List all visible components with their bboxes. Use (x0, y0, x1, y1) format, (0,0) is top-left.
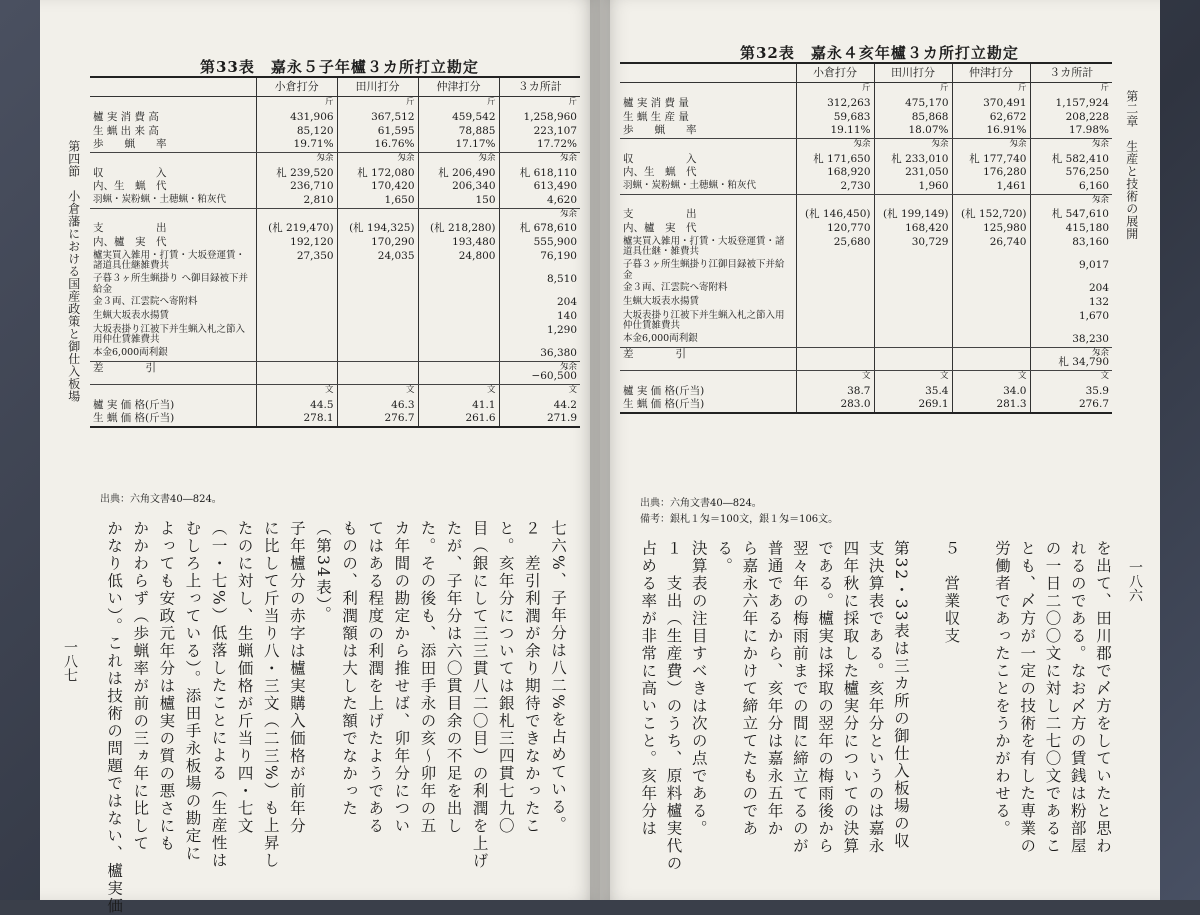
cell-value: 30,729 (874, 236, 952, 259)
unit-label: 匁余 (853, 139, 871, 150)
table-row (620, 97, 1112, 111)
row-label: 櫨 実 価 格(斤当) (93, 398, 175, 411)
cell-value: 16.91% (952, 124, 1030, 138)
header-cell: ３カ所計 (499, 77, 580, 97)
cell-value: 276.7 (337, 412, 418, 427)
text-column: １ 支出（生産費）のうち、原料櫨実代の (664, 540, 683, 873)
page-number: 一八七 (62, 640, 78, 682)
unit-label: 斤 (1100, 83, 1109, 94)
table-row (90, 273, 580, 296)
unit-label: 文 (406, 385, 415, 396)
cell-value: 44.5 (256, 399, 337, 413)
text-column: 子年櫨分の赤字は櫨実購入価格が前年分 (287, 520, 306, 835)
row-label: 金３両、江雲院へ寄附料 (93, 296, 198, 308)
unit-label: 匁余 (1091, 139, 1109, 150)
cell-value: 170,420 (337, 180, 418, 194)
cell-value: 415,180 (1030, 222, 1112, 236)
text-column: ものの、利潤額は大した額でなかった (340, 520, 359, 818)
header-cell: 田川打分 (337, 77, 418, 97)
text-column: 決算表の注目すべきは次の点である。 (689, 540, 708, 838)
text-column: かなり低い）。これは技術の問題ではない、櫨実価 (105, 520, 124, 915)
text-column: たのに対し、生蝋価格が斤当り四・七文 (235, 520, 254, 835)
row-label: 羽蝋・炭粉蝋・土穂蝋・粕灰代 (90, 194, 256, 208)
cell-value: 61,595 (337, 125, 418, 139)
cell-value: 19.11% (796, 124, 874, 138)
cell-value: 札 206,490 (418, 167, 499, 181)
cell-value: (札 146,450) (796, 208, 874, 222)
text-column: を出て、田川郡で〆方をしていたと思わ (1094, 540, 1112, 855)
cell-value: 札 34,790 (1058, 356, 1109, 369)
cell-value: (札 199,149) (874, 208, 952, 222)
header-cell (90, 77, 256, 97)
cell-value: 613,490 (499, 180, 580, 194)
cell-value: 193,480 (418, 236, 499, 250)
cell-value: 140 (499, 310, 580, 324)
text-column: に比して斤当り八・三文（二三%）も上昇し (261, 520, 280, 870)
text-column: 目（銀にして三三貫八二〇目）の利潤を上げ (470, 520, 489, 870)
cell-value: 24,800 (418, 250, 499, 273)
table-row (620, 310, 1112, 333)
unit-label: 匁余 (478, 153, 496, 164)
text-column: れるのである。なお〆方の賃銭は粉部屋 (1068, 540, 1087, 855)
unit-label: 匁余 (397, 153, 415, 164)
unit-label: 斤 (939, 83, 949, 94)
table-row (90, 194, 580, 208)
header-cell: 田川打分 (874, 63, 952, 83)
row-label: 内、櫨 実 代 (623, 222, 697, 235)
cell-value: 150 (418, 194, 499, 208)
table-row (620, 347, 1112, 370)
cell-value: 8,510 (499, 273, 580, 296)
cell-value: 38,230 (1030, 333, 1112, 347)
cell-value: 1,461 (952, 180, 1030, 194)
row-label: 歩 蝋 率 (620, 124, 796, 138)
row-label: 内、生 蝋 代 (93, 180, 167, 193)
cell-value: 125,980 (952, 222, 1030, 236)
text-column: 占める率が非常に高いこと。亥年分は (639, 540, 658, 838)
table-32-title: 第32表 嘉永４亥年櫨３カ所打立勘定 (740, 44, 1019, 62)
cell-value: 札 678,610 (499, 222, 580, 236)
table-row (90, 167, 580, 181)
table-row (90, 236, 580, 250)
text-column: 翌々年の梅雨前までの間に締立てるのが (790, 540, 809, 855)
unit-label: 斤 (861, 83, 871, 94)
cell-value: 35.4 (874, 385, 952, 399)
row-label: 大坂表掛り江被下并生蝋入札之節入用仲仕賃雑費共 (623, 309, 785, 332)
cell-value: 1,258,960 (499, 111, 580, 125)
cell-value: 269.1 (874, 398, 952, 413)
row-label: 差 引 (90, 361, 256, 384)
unit-label: 文 (486, 385, 496, 396)
cell-value: (札 219,470) (256, 222, 337, 236)
cell-value: 176,280 (952, 166, 1030, 180)
cell-value: 83,160 (1030, 236, 1112, 259)
row-label: 差 引 (620, 347, 796, 370)
cell-value: 132 (1030, 296, 1112, 310)
cell-value: 6,160 (1030, 180, 1112, 194)
cell-value: 札 233,010 (874, 153, 952, 167)
table-row (90, 222, 580, 236)
cell-value: 27,350 (256, 250, 337, 273)
cell-value: 475,170 (874, 97, 952, 111)
cell-value: 17.17% (418, 138, 499, 152)
row-label: 本金6,000両利銀 (620, 333, 796, 347)
table-row (90, 250, 580, 273)
cell-value: 2,730 (796, 180, 874, 194)
cell-value: 46.3 (337, 399, 418, 413)
cell-value: 札 171,650 (796, 153, 874, 167)
unit-label: 文 (1100, 371, 1109, 382)
row-label: 櫨 実 価 格(斤当) (623, 384, 705, 397)
table-row (90, 310, 580, 324)
row-label: 櫨実買入雑用・打賃・大坂登運賃・諸道具仕継雑費共 (93, 249, 246, 272)
cell-value: 札 172,080 (337, 167, 418, 181)
cell-value: 59,683 (796, 111, 874, 125)
row-label: 内、櫨 実 代 (93, 236, 167, 249)
row-label: 支 出 (93, 222, 167, 235)
table-row (620, 371, 1112, 385)
table-32 (620, 62, 1112, 414)
unit-label: 匁余 (1091, 194, 1109, 205)
unit-label: 匁余 (559, 153, 577, 164)
cell-value: 18.07% (874, 124, 952, 138)
cell-value: 26,740 (952, 236, 1030, 259)
cell-value: (札 152,720) (952, 208, 1030, 222)
row-label: 大坂表掛り江被下并生蝋入札之節入用仲仕賃雑費共 (93, 323, 246, 346)
cell-value: 271.9 (499, 412, 580, 427)
row-label: 歩 蝋 率 (90, 138, 256, 152)
row-label: 子暮３ヶ所生蝋掛り へ御目録被下并給金 (93, 273, 249, 295)
table-row (620, 124, 1112, 138)
table-row (620, 259, 1112, 282)
text-column: よっても安政元年分は櫨実の質の悪さにも (157, 520, 176, 853)
row-label: 櫨 実 消 費 量 (623, 96, 689, 109)
cell-value: −60,500 (531, 370, 577, 383)
cell-value: 1,650 (337, 194, 418, 208)
text-column: とも、〆方が一定の技術を有した専業の (1018, 540, 1037, 855)
cell-value: 2,810 (256, 194, 337, 208)
table-row (620, 180, 1112, 194)
row-label: 本金6,000両利銀 (90, 347, 256, 361)
table-row (90, 111, 580, 125)
row-label: 収 入 (623, 152, 697, 165)
cell-value: 281.3 (952, 398, 1030, 413)
table-33 (90, 76, 580, 428)
table-row (620, 139, 1112, 153)
table-row (90, 180, 580, 194)
cell-value: 1,290 (499, 324, 580, 347)
cell-value: 25,680 (796, 236, 874, 259)
row-label: 櫨実買入雑用・打賃・大坂登運賃・諸道具仕継・雑費共 (623, 235, 785, 258)
cell-value: 17.98% (1030, 124, 1112, 138)
table-row (620, 296, 1112, 310)
header-cell: 仲津打分 (952, 63, 1030, 83)
unit-label: 匁余 (316, 153, 334, 164)
cell-value: 36,380 (499, 347, 580, 361)
cell-value: 札 582,410 (1030, 153, 1112, 167)
cell-value: (札 218,280) (418, 222, 499, 236)
text-column: （第34表）。 (314, 520, 332, 624)
unit-label: 斤 (486, 97, 496, 108)
cell-value: 168,920 (796, 166, 874, 180)
table-33-title: 第33表 嘉永５子年櫨３カ所打立勘定 (200, 58, 479, 76)
table-row (620, 208, 1112, 222)
text-column: てはある程度の利潤を上げたようである (366, 520, 385, 835)
row-label: 生蝋大坂表水揚賃 (93, 310, 170, 322)
row-label: 羽蝋・炭粉蝋・土穂蝋・粕灰代 (620, 180, 796, 194)
text-column: である。櫨実は採取の翌年の梅雨後から (816, 540, 835, 855)
text-column: 支決算表である。亥年分というのは嘉永 (866, 540, 885, 855)
page-number: 一八六 (1127, 560, 1143, 602)
text-column: 四年秋に採取した櫨実分についての決算 (841, 540, 860, 855)
text-column: 労働者であったことをうかがわせる。 (992, 540, 1011, 838)
text-column: （一・七%）低落したことによる（生産性は (209, 520, 228, 870)
book-gutter (590, 0, 610, 900)
cell-value: 41.1 (418, 399, 499, 413)
table-row (90, 347, 580, 361)
cell-value: 236,710 (256, 180, 337, 194)
cell-value: 204 (499, 296, 580, 310)
cell-value: 76,190 (499, 250, 580, 273)
header-cell: 仲津打分 (418, 77, 499, 97)
unit-label: 匁余 (559, 361, 577, 372)
text-column: ら嘉永六年にかけて締立てたものであ (740, 540, 759, 838)
cell-value: 223,107 (499, 125, 580, 139)
cell-value: 231,050 (874, 166, 952, 180)
table-row (620, 333, 1112, 347)
text-column: 普通であるから、亥年分は嘉永五年か (765, 540, 784, 838)
table-source-note: 出典：六角文書40―824。 (640, 498, 762, 509)
text-column: る。 (715, 540, 734, 575)
table-remark-note: 備考：銀札１匁＝100文，銀１匁＝106文。 (640, 514, 839, 525)
cell-value: 札 618,110 (499, 167, 580, 181)
text-column: 七六%、子年分は八二%を占めている。 (549, 520, 567, 834)
cell-value: 78,885 (418, 125, 499, 139)
row-label: 支 出 (623, 208, 697, 221)
cell-value: 555,900 (499, 236, 580, 250)
table-header-row (90, 77, 580, 97)
right-page (600, 0, 1160, 900)
running-head: 第四節 小倉藩における国産政策と御仕入板場 (66, 140, 81, 403)
table-row (620, 398, 1112, 413)
cell-value: 276.7 (1030, 398, 1112, 413)
table-row (620, 83, 1112, 97)
text-column: た。その後も、添田手永の亥～卯年の五 (418, 520, 437, 835)
cell-value: 17.72% (499, 138, 580, 152)
unit-label: 文 (1017, 371, 1027, 382)
row-label: 金３両、江雲院へ寄附料 (623, 282, 728, 294)
row-label: 櫨 実 消 費 高 (93, 110, 159, 123)
table-row (620, 385, 1112, 399)
cell-value: 367,512 (337, 111, 418, 125)
cell-value: 370,491 (952, 97, 1030, 111)
cell-value: 170,290 (337, 236, 418, 250)
table-row (90, 361, 580, 384)
text-column: ５ 営業収支 (942, 540, 961, 645)
table-row (90, 153, 580, 167)
text-column: 第32・33表は三カ所の御仕入板場の収 (891, 540, 910, 850)
table-header-row (620, 63, 1112, 83)
cell-value: 44.2 (499, 399, 580, 413)
cell-value: 35.9 (1030, 385, 1112, 399)
text-column: の一日二〇〇文に対し二七〇文であるこ (1043, 540, 1062, 855)
table-source-note: 出典：六角文書40―824。 (100, 494, 222, 505)
header-cell: ３カ所計 (1030, 63, 1112, 83)
cell-value: 34.0 (952, 385, 1030, 399)
cell-value: 38.7 (796, 385, 874, 399)
row-label: 生蝋大坂表水揚賃 (623, 296, 700, 308)
unit-label: 文 (939, 371, 949, 382)
row-label: 生 蝋 出 来 高 (93, 124, 159, 137)
cell-value: 62,672 (952, 111, 1030, 125)
cell-value: 459,542 (418, 111, 499, 125)
body-text (95, 520, 567, 915)
row-label: 子暮３ヶ所生蝋掛り江御目録被下并給金 (623, 259, 785, 281)
row-label: 生 蝋 生 産 量 (623, 110, 689, 123)
text-column: かかわらず（歩蝋率が前の三ヵ年に比して (131, 520, 150, 853)
table-row (90, 296, 580, 310)
table-row (620, 282, 1112, 296)
row-label: 収 入 (93, 166, 167, 179)
header-cell: 小倉打分 (256, 77, 337, 97)
table-row (620, 166, 1112, 180)
cell-value: 19.71% (256, 138, 337, 152)
header-cell (620, 63, 796, 83)
cell-value: 120,770 (796, 222, 874, 236)
unit-label: 文 (325, 385, 334, 396)
table-row (90, 412, 580, 427)
cell-value: 4,620 (499, 194, 580, 208)
cell-value: 1,960 (874, 180, 952, 194)
running-head: 第二章 生産と技術の展開 (1124, 90, 1139, 240)
unit-label: 斤 (325, 97, 334, 108)
text-column: むしろ上っている）。添田手永板場の勘定に (183, 520, 202, 863)
cell-value: 204 (1030, 282, 1112, 296)
cell-value: 1,157,924 (1030, 97, 1112, 111)
cell-value: 208,228 (1030, 111, 1112, 125)
table-row (90, 138, 580, 152)
table-row (620, 222, 1112, 236)
cell-value: 431,906 (256, 111, 337, 125)
cell-value: 168,420 (874, 222, 952, 236)
unit-label: 匁余 (1091, 347, 1109, 358)
table-row (90, 97, 580, 111)
unit-label: 文 (568, 385, 577, 396)
cell-value: 576,250 (1030, 166, 1112, 180)
text-column: カ年間の勘定から推せば、卯年分につい (392, 520, 411, 835)
cell-value: 札 239,520 (256, 167, 337, 181)
unit-label: 匁余 (1009, 139, 1027, 150)
cell-value: 札 177,740 (952, 153, 1030, 167)
table-row (90, 324, 580, 347)
table-row (90, 125, 580, 139)
table-row (90, 385, 580, 399)
left-page (40, 0, 600, 915)
unit-label: 匁余 (931, 139, 949, 150)
text-column: ２ 差引利潤が余り期待できなかったこ (522, 520, 541, 835)
text-column: たが、子年分は六〇貫目余の不足を出し (444, 520, 463, 835)
cell-value: 312,263 (796, 97, 874, 111)
row-label: 生 蝋 価 格(斤当) (620, 398, 796, 413)
cell-value: 192,120 (256, 236, 337, 250)
table-row (620, 111, 1112, 125)
cell-value: 16.76% (337, 138, 418, 152)
unit-label: 斤 (1017, 83, 1027, 94)
cell-value: 1,670 (1030, 310, 1112, 333)
table-row (620, 236, 1112, 259)
row-label: 生 蝋 価 格(斤当) (90, 412, 256, 427)
cell-value: 278.1 (256, 412, 337, 427)
unit-label: 文 (861, 371, 871, 382)
cell-value: 206,340 (418, 180, 499, 194)
table-row (90, 208, 580, 222)
cell-value: 24,035 (337, 250, 418, 273)
table-row (620, 153, 1112, 167)
row-label: 内、生 蝋 代 (623, 166, 697, 179)
header-cell: 小倉打分 (796, 63, 874, 83)
unit-label: 斤 (568, 97, 577, 108)
text-column: と。亥年分については銀札三四貫七九〇 (496, 520, 515, 835)
body-text (630, 540, 1110, 890)
cell-value: 85,868 (874, 111, 952, 125)
table-row (90, 399, 580, 413)
cell-value: 札 547,610 (1030, 208, 1112, 222)
cell-value: (札 194,325) (337, 222, 418, 236)
cell-value: 9,017 (1030, 259, 1112, 282)
cell-value: 85,120 (256, 125, 337, 139)
unit-label: 匁余 (559, 208, 577, 219)
unit-label: 斤 (406, 97, 415, 108)
cell-value: 283.0 (796, 398, 874, 413)
table-row (620, 194, 1112, 208)
cell-value: 261.6 (418, 412, 499, 427)
